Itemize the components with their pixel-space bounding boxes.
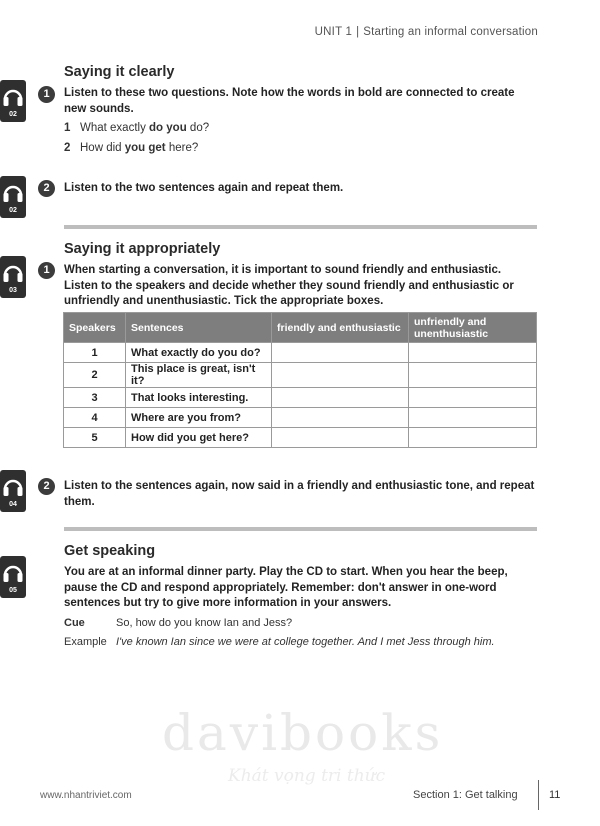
tick-box-friendly[interactable] [272, 343, 409, 363]
exercise-number-badge: 2 [38, 478, 55, 495]
example-text: I've known Ian since we were at college together. And I met Jess through him. [116, 636, 495, 648]
headphones-icon[interactable] [0, 176, 26, 218]
sentence-cell: How did you get here? [126, 428, 272, 448]
section-title-saying-appropriately: Saying it appropriately [64, 241, 221, 257]
question-item [64, 142, 198, 154]
speakers-table [63, 312, 537, 448]
speaker-number: 3 [64, 388, 126, 408]
tick-box-unfriendly[interactable] [409, 343, 537, 363]
header-separator: | [356, 26, 360, 38]
unit-label: UNIT 1 [314, 26, 353, 38]
headphones-icon[interactable] [0, 470, 26, 512]
speaker-number: 4 [64, 408, 126, 428]
track-number: 05 [9, 587, 17, 594]
exercise-instruction: Listen to the sentences again, now said in a friendly and enthusiastic tone, and repeat them. [64, 480, 535, 508]
watermark-logo: davibooks [162, 704, 444, 762]
section-title-saying-clearly: Saying it clearly [64, 64, 175, 80]
track-number: 02 [9, 111, 17, 118]
tick-box-friendly[interactable] [272, 388, 409, 408]
running-header [315, 26, 538, 38]
col-header-friendly: friendly and enthusiastic [272, 313, 409, 343]
table-row [64, 343, 537, 363]
exercise-instruction: You are at an informal dinner party. Play the CD to start. When you hear the beep, pause the CD and respond appropriately. Remember: don't answer in one-word sentences but try to give more information in your answers. [64, 566, 508, 609]
footer-divider [538, 780, 539, 810]
question-item [64, 122, 209, 134]
section-divider [64, 527, 537, 531]
question-text: What exactly [80, 122, 150, 134]
speaker-number: 5 [64, 428, 126, 448]
unit-title: Starting an informal conversation [363, 26, 538, 38]
table-row [64, 408, 537, 428]
question-bold: do you [149, 122, 187, 134]
tick-box-unfriendly[interactable] [409, 388, 537, 408]
exercise-instruction: Listen to the two sentences again and repeat them. [64, 182, 344, 194]
table-row [64, 388, 537, 408]
exercise-instruction: When starting a conversation, it is important to sound friendly and enthusiastic. Listen to the speakers and decide whether they sound friendly and enthusiastic or unfriendly and unenthusiastic. Tick the appropriate boxes. [64, 264, 514, 307]
speaker-number: 1 [64, 343, 126, 363]
example-label: Example [64, 636, 107, 648]
speaker-number: 2 [64, 363, 126, 388]
col-header-sentences: Sentences [126, 313, 272, 343]
example-line [64, 636, 495, 648]
footer-url[interactable]: www.nhantriviet.com [40, 790, 132, 801]
cue-label: Cue [64, 617, 85, 629]
headphones-icon[interactable] [0, 256, 26, 298]
col-header-speakers: Speakers [64, 313, 126, 343]
question-bold: you get [124, 142, 166, 154]
page-number: 11 [549, 789, 561, 801]
sentence-cell: Where are you from? [126, 408, 272, 428]
watermark-slogan: Khát vọng tri thức [228, 766, 386, 786]
track-number: 02 [9, 207, 17, 214]
track-number: 03 [9, 287, 17, 294]
question-text-end: here? [165, 142, 199, 154]
tick-box-unfriendly[interactable] [409, 428, 537, 448]
tick-box-friendly[interactable] [272, 363, 409, 388]
exercise-instruction: Listen to these two questions. Note how the words in bold are connected to create new sounds. [64, 87, 515, 115]
sentence-cell: This place is great, isn't it? [126, 363, 272, 388]
table-row [64, 363, 537, 388]
tick-box-friendly[interactable] [272, 408, 409, 428]
section-divider [64, 225, 537, 229]
tick-box-unfriendly[interactable] [409, 408, 537, 428]
sentence-cell: That looks interesting. [126, 388, 272, 408]
tick-box-friendly[interactable] [272, 428, 409, 448]
footer-section: Section 1: Get talking [413, 789, 518, 801]
tick-box-unfriendly[interactable] [409, 363, 537, 388]
track-number: 04 [9, 501, 17, 508]
table-header-row [64, 313, 537, 343]
headphones-icon[interactable] [0, 80, 26, 122]
headphones-icon[interactable] [0, 556, 26, 598]
cue-text: So, how do you know Ian and Jess? [116, 617, 293, 629]
col-header-unfriendly: unfriendly and unenthusiastic [409, 313, 537, 343]
question-text: How did [80, 142, 125, 154]
section-title-get-speaking: Get speaking [64, 543, 156, 559]
cue-line [64, 617, 292, 629]
question-number: 2 [64, 142, 71, 154]
question-number: 1 [64, 122, 71, 134]
exercise-number-badge: 2 [38, 180, 55, 197]
table-row [64, 428, 537, 448]
exercise-number-badge: 1 [38, 262, 55, 279]
exercise-number-badge: 1 [38, 86, 55, 103]
question-text-end: do? [186, 122, 210, 134]
sentence-cell: What exactly do you do? [126, 343, 272, 363]
